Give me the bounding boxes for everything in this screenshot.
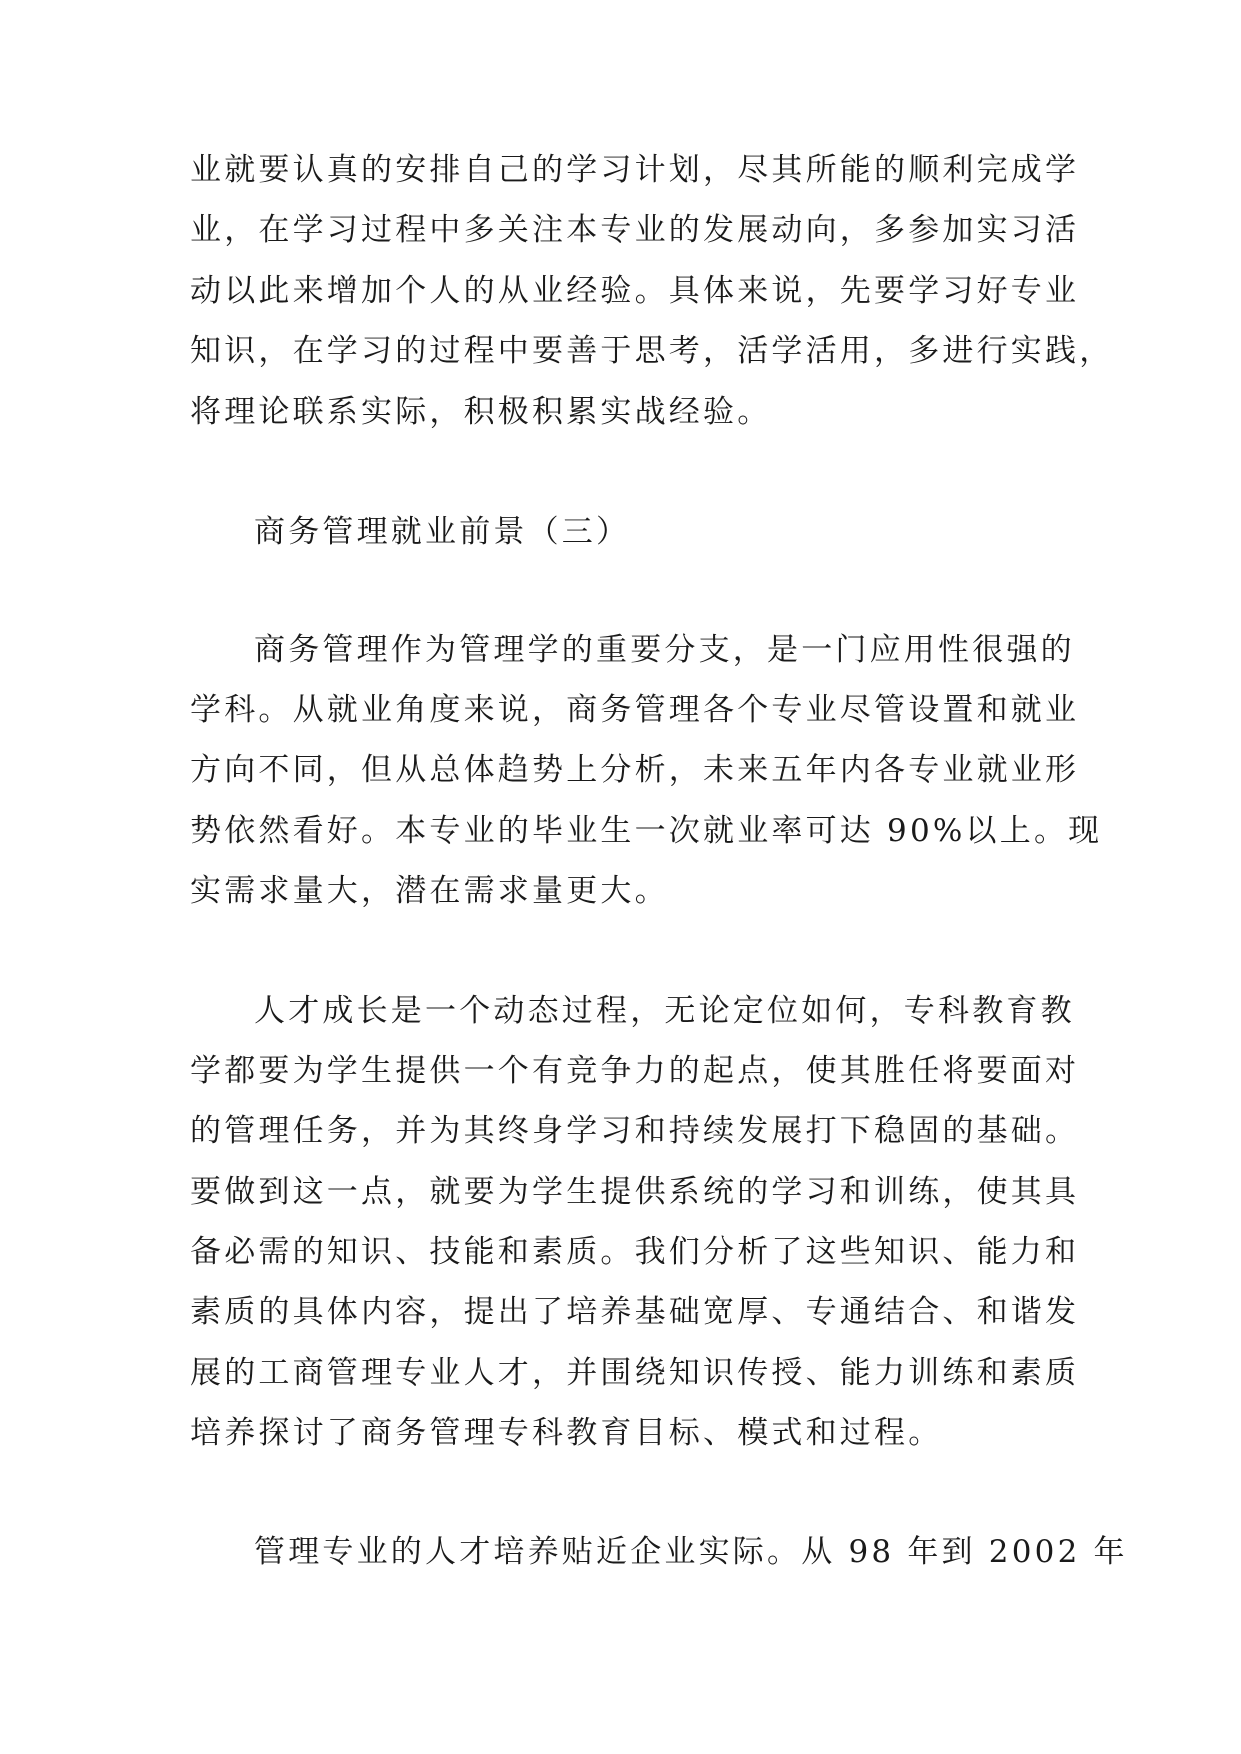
- paragraph-2-line-1: 商务管理作为管理学的重要分支，是一门应用性很强的: [254, 632, 1075, 668]
- paragraph-1-line-1: 业就要认真的安排自己的学习计划，尽其所能的顺利完成学: [190, 152, 1080, 188]
- paragraph-1-line-2: 业，在学习过程中多关注本专业的发展动向，多参加实习活: [190, 212, 1080, 248]
- paragraph-2-line-4: 势依然看好。本专业的毕业生一次就业率可达 90%以上。现: [190, 813, 1103, 849]
- paragraph-2-line-2: 学科。从就业角度来说，商务管理各个专业尽管设置和就业: [190, 692, 1080, 728]
- paragraph-2-line-5: 实需求量大，潜在需求量更大。: [190, 873, 669, 909]
- paragraph-3-line-2: 学都要为学生提供一个有竞争力的起点，使其胜任将要面对: [190, 1053, 1080, 1089]
- paragraph-1-line-4: 知识，在学习的过程中要善于思考，活学活用，多进行实践，: [190, 333, 1114, 369]
- paragraph-3-line-6: 素质的具体内容，提出了培养基础宽厚、专通结合、和谐发: [190, 1294, 1080, 1330]
- paragraph-4-line-1: 管理专业的人才培养贴近企业实际。从 98 年到 2002 年: [254, 1534, 1128, 1570]
- paragraph-1-line-3: 动以此来增加个人的从业经验。具体来说，先要学习好专业: [190, 273, 1080, 309]
- paragraph-1-line-5: 将理论联系实际，积极积累实战经验。: [190, 394, 772, 430]
- paragraph-3-line-4: 要做到这一点，就要为学生提供系统的学习和训练，使其具: [190, 1174, 1080, 1210]
- paragraph-3-line-1: 人才成长是一个动态过程，无论定位如何，专科教育教: [254, 993, 1075, 1029]
- section-heading: 商务管理就业前景（三）: [254, 514, 631, 550]
- paragraph-3-line-3: 的管理任务，并为其终身学习和持续发展打下稳固的基础。: [190, 1113, 1080, 1149]
- paragraph-2-line-3: 方向不同，但从总体趋势上分析，未来五年内各专业就业形: [190, 752, 1080, 788]
- paragraph-3-line-8: 培养探讨了商务管理专科教育目标、模式和过程。: [190, 1415, 943, 1451]
- paragraph-3-line-7: 展的工商管理专业人才，并围绕知识传授、能力训练和素质: [190, 1355, 1080, 1391]
- paragraph-3-line-5: 备必需的知识、技能和素质。我们分析了这些知识、能力和: [190, 1234, 1080, 1270]
